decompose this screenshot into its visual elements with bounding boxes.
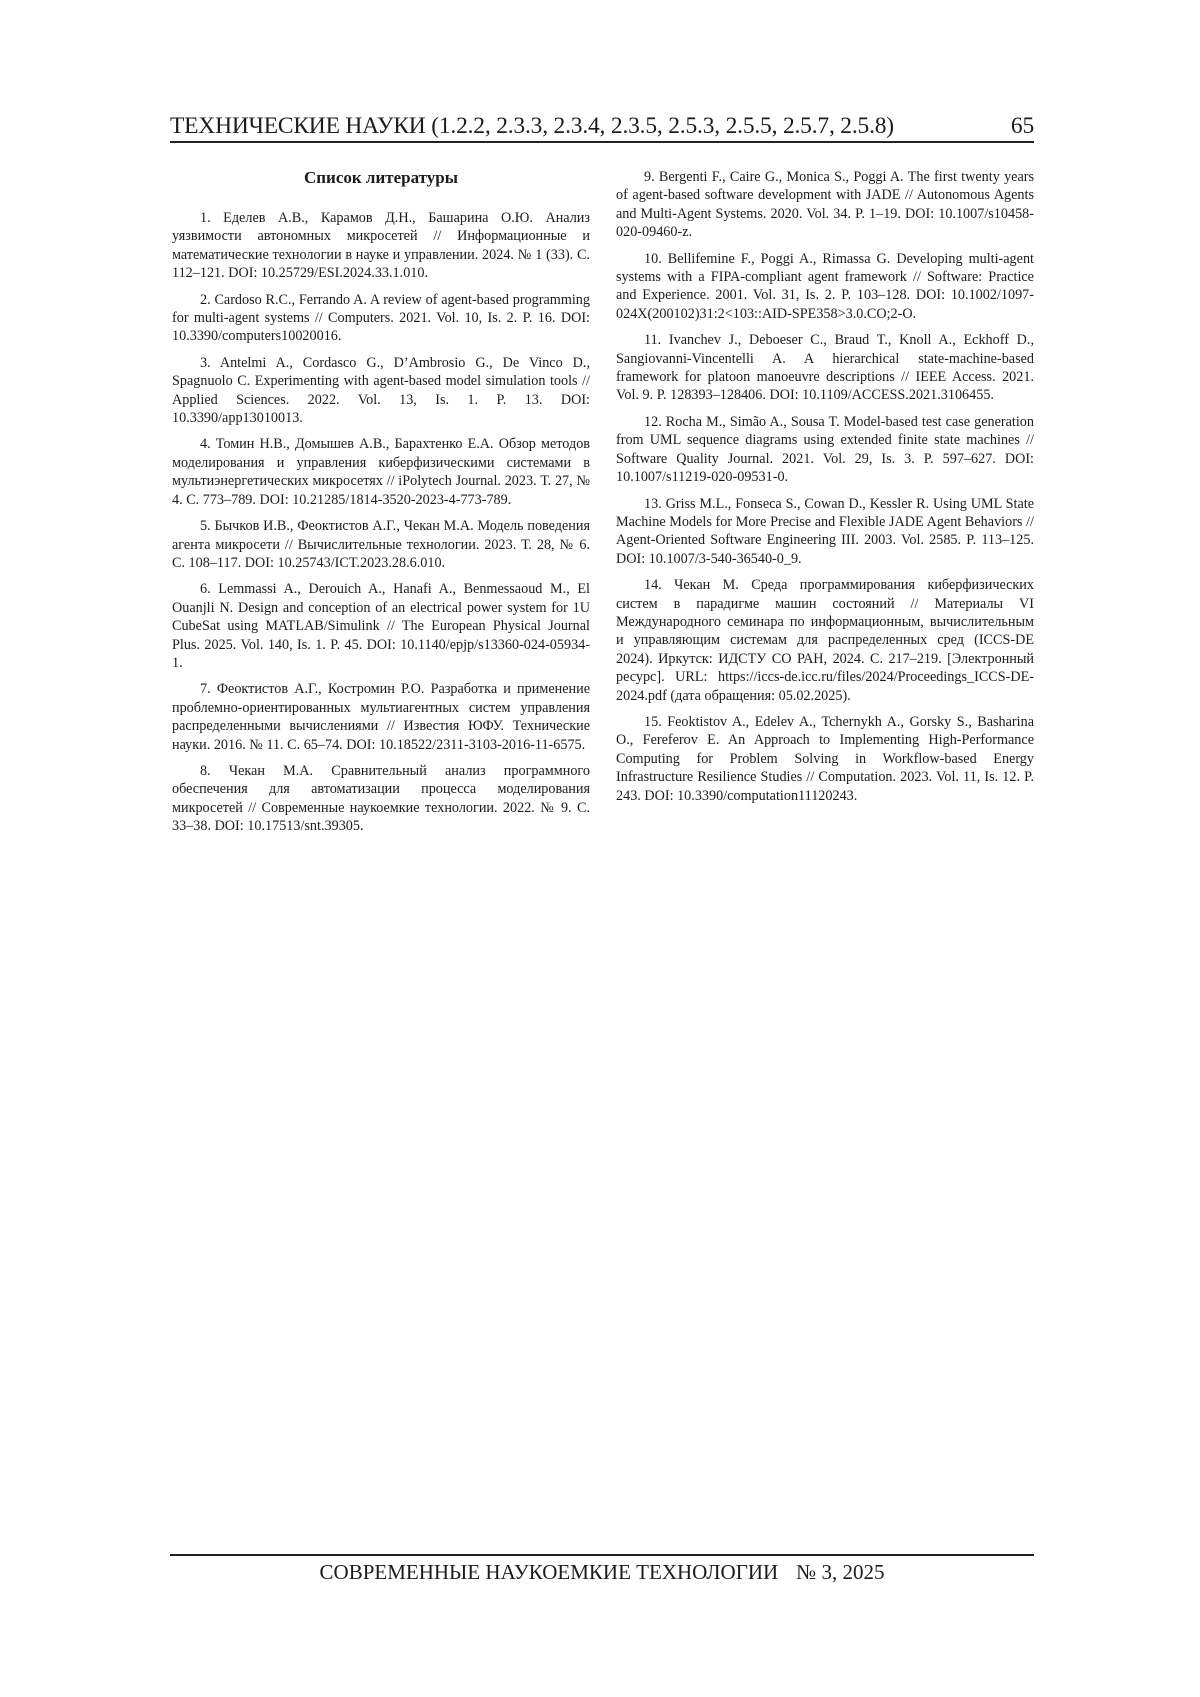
running-header: [170, 106, 1034, 140]
header-section-title: ТЕХНИЧЕСКИЕ НАУКИ (1.2.2, 2.3.3, 2.3.4, 2.3.5, 2.5.3, 2.5.5, 2.5.7, 2.5.8): [170, 113, 894, 139]
journal-name: СОВРЕМЕННЫЕ НАУКОЕМКИЕ ТЕХНОЛОГИИ: [319, 1560, 779, 1584]
reference-item: 12. Rocha M., Simão A., Sousa T. Model-based test case generation from UML sequence diagrams using extended finite state machines // Software Quality Journal. 2021. Vol. 29, Is. 3. P. 597–627. DOI: 10.1007/s11219-020-09531-0.: [616, 413, 1034, 486]
page-number: 65: [1010, 113, 1034, 139]
references-heading: Список литературы: [303, 168, 459, 187]
running-footer: [170, 1558, 1034, 1586]
reference-item: 8. Чекан М.А. Сравнительный анализ программного обеспечения для автоматизации процесса моделирования микросетей // Современные наукоемкие технологии. 2022. № 9. С. 33–38. DOI: 10.17513/snt.39305.: [172, 762, 590, 835]
reference-item: 5. Бычков И.В., Феоктистов А.Г., Чекан М.А. Модель поведения агента микросети // Вычислительные технологии. 2023. Т. 28, № 6. С. 108–117. DOI: 10.25743/ICT.2023.28.6.010.: [172, 518, 590, 571]
reference-item: 7. Феоктистов А.Г., Костромин Р.О. Разработка и применение проблемно-ориентированных мультиагентных систем управления распределенными вычислениями // Известия ЮФУ. Технические науки. 2016. № 11. С. 65–74. DOI: 10.18522/2311-3103-2016-11-6575.: [172, 681, 590, 753]
reference-item: 15. Feoktistov A., Edelev A., Tchernykh A., Gorsky S., Basharina O., Fereferov E. An Approach to Implementing High-Performance Computing for Problem Solving in Workflow-based Energy Infrastructure Resilience Studies // Computation. 2023. Vol. 11, Is. 12. P. 243. DOI: 10.3390/computation11120243.: [616, 713, 1034, 804]
reference-item: 6. Lemmassi A., Derouich A., Hanafi A., Benmessaoud M., El Ouanjli N. Design and conception of an electrical power system for 1U CubeSat using MATLAB/Simulink // The European Physical Journal Plus. 2025. Vol. 140, Is. 1. P. 45. DOI: 10.1140/epjp/s13360-024-05934-1.: [172, 581, 590, 671]
reference-item: 10. Bellifemine F., Poggi A., Rimassa G. Developing multi-agent systems with a FIPA-compliant agent framework // Software: Practice and Experience. 2001. Vol. 31, Is. 2. P. 103–128. DOI: 10.1002/1097-024X(200102)31:2<103::AID-SPE358>3.0.CO;2-O.: [616, 250, 1034, 322]
issue-number: № 3, 2025: [796, 1560, 885, 1584]
reference-item: 1. Еделев А.В., Карамов Д.Н., Башарина О.Ю. Анализ уязвимости автономных микросетей // Информационные и математические технологии в науке и управлении. 2024. № 1 (33). С. 112–121. DOI: 10.25729/ESI.2024.33.1.010.: [172, 210, 590, 282]
footer-rule: [170, 1554, 1034, 1556]
reference-item: 4. Томин Н.В., Домышев А.В., Барахтенко Е.А. Обзор методов моделирования и управления киберфизическими системами в мультиэнергетических микросетях // iPolytech Journal. 2023. Т. 27, № 4. С. 773–789. DOI: 10.21285/1814-3520-2023-4-773-789.: [172, 436, 590, 508]
header-rule: [170, 141, 1034, 143]
left-column: [172, 168, 590, 844]
reference-item: 14. Чекан М. Среда программирования киберфизических систем в парадигме машин состояний // Материалы VI Международного семинара по информационным, вычислительным и управляющим системам для распределенных сред (ICCS-DE 2024). Иркутск: ИДСТУ СО РАН, 2024. С. 217–219. [Электронный ресурс]. URL: https://iccs-de.icc.ru/files/2024/Proceedings_ICCS-DE-2024.pdf (дата обращения: 05.02.2025).: [616, 577, 1034, 704]
reference-item: 13. Griss M.L., Fonseca S., Cowan D., Kessler R. Using UML State Machine Models for More Precise and Flexible JADE Agent Behaviors // Agent-Oriented Software Engineering III. 2003. Vol. 2585. P. 113–125. DOI: 10.1007/3-540-36540-0_9.: [616, 495, 1034, 567]
reference-item: 11. Ivanchev J., Deboeser C., Braud T., Knoll A., Eckhoff D., Sangiovanni-Vincentelli A. A hierarchical state-machine-based framework for platoon manoeuvre descriptions // IEEE Access. 2021. Vol. 9. P. 128393–128406. DOI: 10.1109/ACCESS.2021.3106455.: [616, 332, 1034, 404]
reference-item: 2. Cardoso R.C., Ferrando A. A review of agent-based programming for multi-agent systems // Computers. 2021. Vol. 10, Is. 2. P. 16. DOI: 10.3390/computers10020016.: [172, 291, 590, 345]
reference-item: 3. Antelmi A., Cordasco G., D’Ambrosio G., De Vinco D., Spagnuolo C. Experimenting with agent-based model simulation tools // Applied Sciences. 2022. Vol. 13, Is. 1. P. 13. DOI: 10.3390/app13010013.: [172, 354, 590, 427]
right-column: [616, 168, 1034, 813]
reference-item: 9. Bergenti F., Caire G., Monica S., Poggi A. The first twenty years of agent-based software development with JADE // Autonomous Agents and Multi-Agent Systems. 2020. Vol. 34. P. 1–19. DOI: 10.1007/s10458-020-09460-z.: [616, 169, 1034, 241]
